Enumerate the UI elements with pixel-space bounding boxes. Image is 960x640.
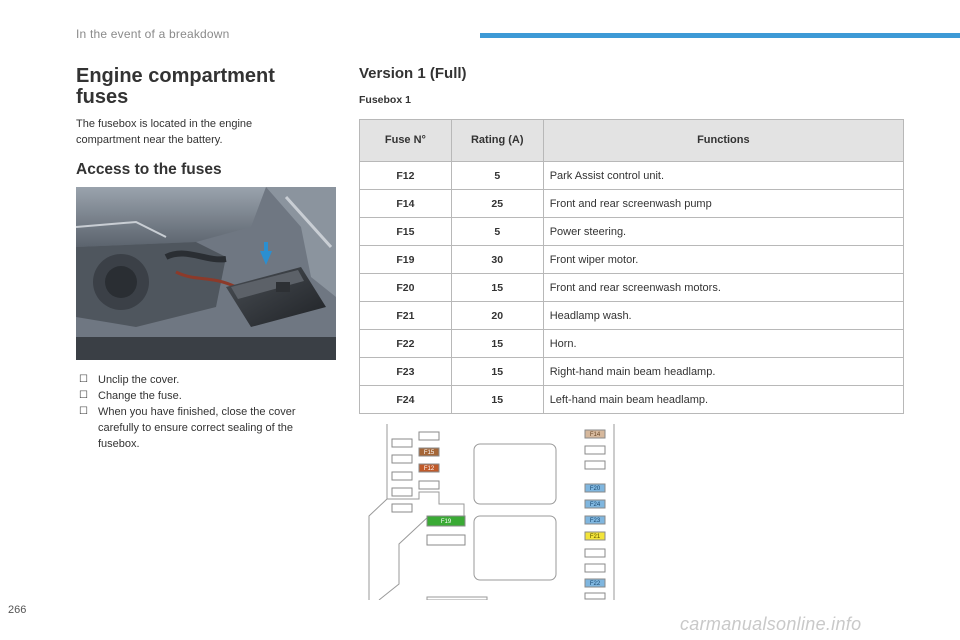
diagram-label-f19: F19 <box>440 519 452 525</box>
function-cell: Headlamp wash. <box>543 302 903 330</box>
table-row <box>360 330 904 358</box>
fuse-cell: F12 <box>360 162 452 190</box>
diagram-label-f21: F21 <box>589 534 601 540</box>
instruction-step: ☐ Unclip the cover. <box>79 374 180 386</box>
rating-cell: 25 <box>451 190 543 218</box>
checkbox-icon: ☐ <box>79 406 88 417</box>
engine-photo-illustration <box>76 187 336 360</box>
table-row <box>360 302 904 330</box>
function-cell: Park Assist control unit. <box>543 162 903 190</box>
watermark: carmanualsonline.info <box>680 614 862 634</box>
table-row <box>360 218 904 246</box>
checkbox-icon: ☐ <box>79 390 88 401</box>
fusebox-label: Fusebox 1 <box>359 94 411 106</box>
rating-cell: 5 <box>451 218 543 246</box>
table-row <box>360 190 904 218</box>
engine-photo <box>76 187 336 360</box>
diagram-label-f22: F22 <box>589 581 601 587</box>
rating-cell: 15 <box>451 358 543 386</box>
diagram-label-f24: F24 <box>589 502 601 508</box>
function-cell: Right-hand main beam headlamp. <box>543 358 903 386</box>
diagram-label-f14: F14 <box>589 432 601 438</box>
rating-cell: 20 <box>451 302 543 330</box>
fuse-cell: F19 <box>360 246 452 274</box>
intro-paragraph: The fusebox is located in the engine compartment near the battery. <box>76 118 253 146</box>
rating-cell: 15 <box>451 386 543 414</box>
table-header-row <box>360 120 904 162</box>
fuse-cell: F20 <box>360 274 452 302</box>
header-rating: Rating (A) <box>451 120 543 162</box>
fuse-cell: F15 <box>360 218 452 246</box>
rating-cell: 30 <box>451 246 543 274</box>
table-row <box>360 246 904 274</box>
fuse-cell: F24 <box>360 386 452 414</box>
instruction-step: ☐ When you have finished, close the cover carefully to ensure correct sealing of the fusebox. <box>79 406 296 450</box>
header-fuse-number: Fuse N° <box>360 120 452 162</box>
function-cell: Front and rear screenwash motors. <box>543 274 903 302</box>
access-heading: Access to the fuses <box>76 161 222 178</box>
header-accent-bar <box>480 33 960 38</box>
diagram-label-f15: F15 <box>423 450 435 456</box>
function-cell: Power steering. <box>543 218 903 246</box>
table-row <box>360 274 904 302</box>
header-functions: Functions <box>543 120 903 162</box>
instruction-step: ☐ Change the fuse. <box>79 390 182 402</box>
fuse-cell: F14 <box>360 190 452 218</box>
fuse-cell: F21 <box>360 302 452 330</box>
instruction-list <box>76 372 328 452</box>
function-cell: Left-hand main beam headlamp. <box>543 386 903 414</box>
table-row <box>360 162 904 190</box>
function-cell: Front and rear screenwash pump <box>543 190 903 218</box>
function-cell: Front wiper motor. <box>543 246 903 274</box>
function-cell: Horn. <box>543 330 903 358</box>
page-title: Engine compartment fuses <box>76 65 275 108</box>
checkbox-icon: ☐ <box>79 374 88 385</box>
fuse-cell: F22 <box>360 330 452 358</box>
page-number: 266 <box>8 604 27 616</box>
rating-cell: 5 <box>451 162 543 190</box>
fusebox-diagram <box>359 424 619 600</box>
fuse-table <box>359 119 904 414</box>
section-header: In the event of a breakdown <box>76 27 230 41</box>
fuse-cell: F23 <box>360 358 452 386</box>
version-heading: Version 1 (Full) <box>359 65 467 82</box>
diagram-label-f12: F12 <box>423 466 435 472</box>
table-row <box>360 358 904 386</box>
table-row <box>360 386 904 414</box>
diagram-label-f23: F23 <box>589 518 601 524</box>
rating-cell: 15 <box>451 330 543 358</box>
rating-cell: 15 <box>451 274 543 302</box>
fusebox-layout-drawing <box>359 424 619 600</box>
diagram-label-f20: F20 <box>589 486 601 492</box>
